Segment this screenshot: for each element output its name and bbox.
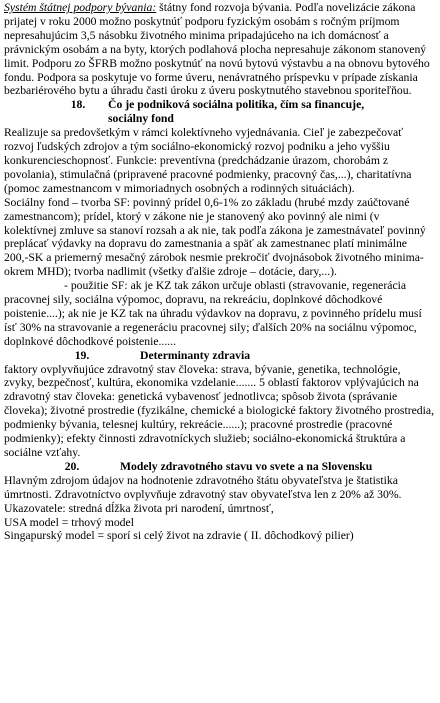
intro-text: štátny fond rozvoja bývania. Podľa novelizácie zákona prijatej v roku 2000 možno poskytnúť podporu fyzickým osobám s ročným príjmom nepresahujúcim 3,5 násobku životného minima pripadajúceho na ich domácnosť a právnickým osobám a na byty, ktorých podlahová plocha nepresahuje zákonom stanovený limit. Podporu zo ŠFRB možno poskytnúť na novú bytovú výstavbu a na obnovu bytového fondu. Podpora sa poskytuje vo forme úveru, nenávratného príspevku v prípade získania bezbariérového bytu a úhradu časti úroku z úveru poskytnutého stavebnou sporiteľňou. [4,1,430,98]
section-18-usage-text: ak je KZ tak zákon určuje oblasti (stravovanie, regenerácia pracovnej sily, sociálna výpomoc, dopravu, na rekreáciu, doplnkové dôchodkové poistenie....); ak nie je KZ tak na úhradu výdavkov na dopravu, z povinného prídelu musí ísť 30% na stravovanie a regeneráciu pracovnej sily; ďalších 20% na sociálnu výpomoc, doplnkové dôchodkové poistenie...... [4,279,422,348]
section-18-number: 18. [70,98,86,112]
section-18-heading [4,98,434,126]
section-18-paragraph-1: Realizuje sa predovšetkým v rámci kolektívneho vyjednávania. Cieľ je zabezpečovať rozvoj ľudských zdrojov a tým sociálno-ekonomický rozvoj podniku a jeho vyššiu konkurencieschopnosť. Funkcie: preventívna (predchádzanie úrazom, chorobám z povolania), stimulačná (pripravené pracovné podmienky, pracovný čas,...), charitatívna (pomoc zamestnancom v mimoriadnych osobných a rodinných situáciách). [4,126,412,195]
section-20-title: Modely zdravotného stavu vo svete a na Slovensku [120,459,373,473]
section-20-paragraph-2: USA model = trhový model [4,515,134,529]
section-19-heading [4,349,434,363]
section-18-title-line1: Čo je podniková sociálna politika, čím sa financuje, [108,98,365,112]
section-18-title-line2: sociálny fond [108,112,174,126]
section-18-paragraph-2: Sociálny fond – tvorba SF: povinný prídel 0,6-1% zo základu (hrubé mzdy zaúčtované zamestnancom); prídel, ktorý v zákone nie je stanovený ako povinný ale nimi (v kolektívnej zmluve sa stanoví rozsah a ak nie, tak podľa zákona je zamestnávateľ povinný preplácať výdavky na dopravu do zamestnania a späť ak zamestnanec platí minimálne 200,-SK a priemerný mesačný zárobok nesmie prekročiť dvojnásobok životného minima- okrem MHD); tvorba nadlimit (všetky ďalšie zdroje – dotácie, dary,...). [4,195,426,279]
section-20-number: 20. [64,459,80,473]
section-19-paragraph: faktory ovplyvňujúce zdravotný stav človeka: strava, bývanie, genetika, technológie, zvyky, bezpečnosť, kultúra, ekonomika vzdelanie....... 5 oblastí faktorov vplývajúcich na zdravotný stav človeka: genetická vybavenosť jednotlivca; spôsob života (správanie človeka); životné prostredie (fyzikálne, chemické a biologické faktory životného prostredia, podmienky bývania, telesnej kultúry, rekreácie......); pracovné prostredie (pracovné podmienky); efekty činnosti zdravotníckych služieb; sociálno-ekonomická štruktúra a sociálne vzťahy. [4,362,434,459]
section-19-number: 19. [74,348,90,362]
intro-label: Systém štátnej podpory bývania: [4,1,157,14]
section-19-title: Determinanty zdravia [140,348,251,362]
section-20-paragraph-3: Singapurský model = sporí si celý život na zdravie ( II. dôchodkový pilier) [4,529,354,543]
section-18-usage-lead: - použitie SF: [64,279,128,293]
intro-paragraph [4,1,434,98]
section-20-heading [4,460,434,474]
section-18-paragraph-3 [4,279,434,349]
section-20-paragraph-1: Hlavným zdrojom údajov na hodnotenie zdravotného štátu obyvateľstva je štatistika úmrtnosti. Zdravotníctvo ovplyvňuje zdravotný stav obyvateľstva len z 20% až 30%. Ukazovatele: stredná dĺžka života pri narodení, úmrtnosť, [4,473,402,515]
